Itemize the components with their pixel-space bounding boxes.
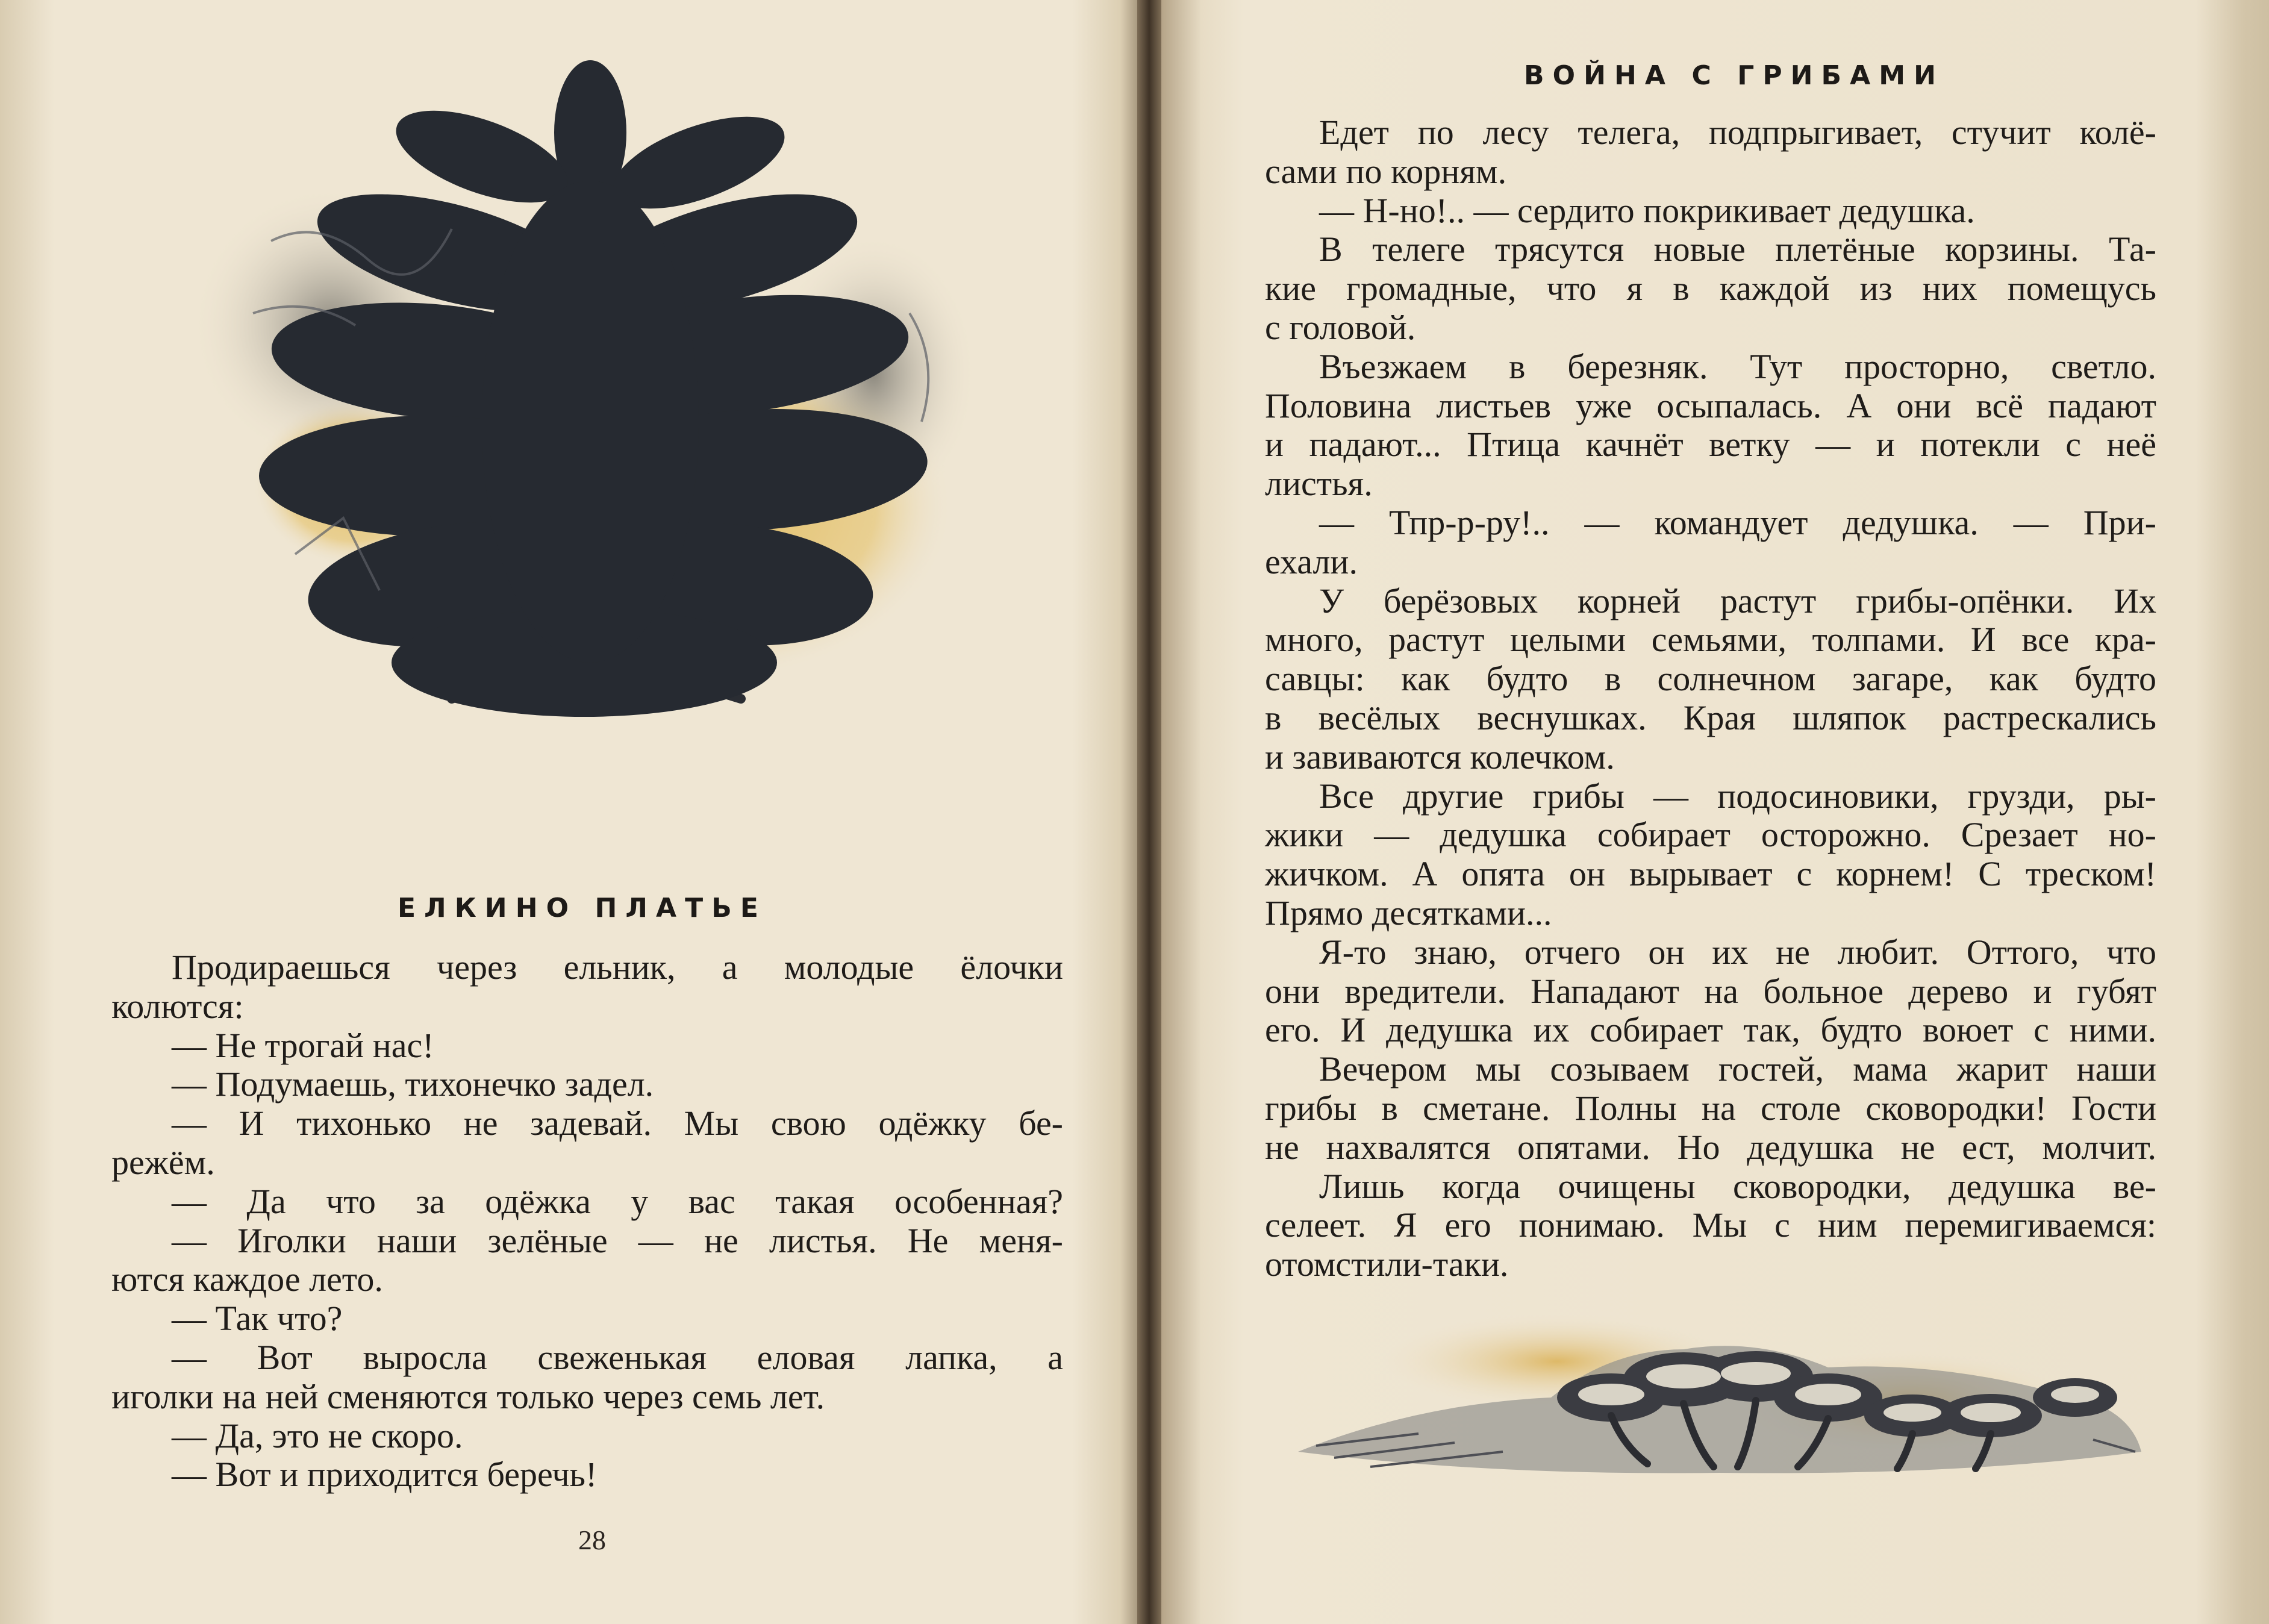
text-line: режём. xyxy=(111,1142,215,1182)
text-line: — Вот и приходится беречь! xyxy=(172,1455,598,1494)
story-text-left xyxy=(111,948,1063,1494)
text-line: — Вот выросла свеженькая еловая лапка, а xyxy=(172,1337,1063,1377)
text-line: Все другие грибы — подосиновики, грузди, ры- xyxy=(1319,776,2156,816)
text-line: — Н-но!.. — сердито покрикивает дедушка. xyxy=(1319,190,1975,230)
text-line: много, растут целыми семьями, толпами. И все кра- xyxy=(1265,620,2156,660)
text-line: колются: xyxy=(111,986,244,1026)
text-line: в весёлых веснушках. Края шляпок растрескались xyxy=(1265,698,2156,737)
text-line: савцы: как будто в солнечном загаре, как будто xyxy=(1265,659,2156,699)
spruce-tree-icon xyxy=(199,60,1006,729)
text-line: грибы в сметане. Полны на столе сковородки! Гости xyxy=(1265,1088,2156,1128)
right-page xyxy=(1147,0,2269,1624)
text-line: и падают... Птица качнёт ветку — и потекли с неё xyxy=(1265,425,2156,464)
text-line: жики — дедушка собирает осторожно. Срезает но- xyxy=(1265,815,2156,855)
page-number: 28 xyxy=(578,1525,606,1555)
text-line: Лишь когда очищены сковородки, дедушка ве- xyxy=(1319,1166,2156,1206)
text-line: Прямо десятками... xyxy=(1265,893,1552,932)
text-line: иголки на ней сменяются только через семь лет. xyxy=(111,1376,825,1416)
text-line: Въезжаем в березняк. Тут просторно, светло. xyxy=(1319,346,2156,386)
text-line: с головой. xyxy=(1265,307,1416,347)
text-line: они вредители. Нападают на больное дерево и губят xyxy=(1265,971,2156,1011)
text-line: — И тихонько не задевай. Мы свою одёжку бе- xyxy=(172,1104,1063,1143)
text-line: ехали. xyxy=(1265,542,1358,581)
text-line: — Не трогай нас! xyxy=(172,1025,434,1065)
text-line: сами по корням. xyxy=(1265,151,1507,191)
text-line: отомстили-таки. xyxy=(1265,1245,1509,1284)
text-line: листья. xyxy=(1265,464,1373,504)
text-line: Едет по лесу телега, подпрыгивает, стучит колё- xyxy=(1319,113,2156,152)
story-text-right xyxy=(1265,113,2156,1284)
text-line: Половина листьев уже осыпалась. А они всё падают xyxy=(1265,386,2156,425)
text-line: В телеге трясутся новые плетёные корзины. Та- xyxy=(1319,230,2156,269)
story-title-right: ВОЙНА С ГРИБАМИ xyxy=(1524,60,1945,91)
mushrooms-icon xyxy=(1298,1313,2141,1494)
text-line: селеет. Я его понимаю. Мы с ним перемигиваемся: xyxy=(1265,1205,2156,1245)
text-line: У берёзовых корней растут грибы-опёнки. Их xyxy=(1319,581,2156,620)
text-line: — Да, это не скоро. xyxy=(172,1416,463,1455)
story-title-left: ЕЛКИНО ПЛАТЬЕ xyxy=(398,893,767,923)
text-line: — Да что за одёжка у вас такая особенная? xyxy=(172,1181,1063,1221)
text-line: Я-то знаю, отчего он их не любит. Оттого, что xyxy=(1319,932,2156,972)
text-line: не нахвалятся опятами. Но дедушка не ест, молчит. xyxy=(1265,1127,2156,1167)
text-line: — Подумаешь, тихонечко задел. xyxy=(172,1064,654,1104)
text-line: жичком. А опята он вырывает с корнем! С треском! xyxy=(1265,854,2156,894)
text-line: кие громадные, что я в каждой из них помещусь xyxy=(1265,269,2156,308)
book-gutter xyxy=(1137,0,1161,1624)
text-line: Продираешься через ельник, а молодые ёлочки xyxy=(172,948,1063,987)
text-line: — Иголки наши зелёные — не листья. Не меня- xyxy=(172,1220,1063,1260)
text-line: Вечером мы созываем гостей, мама жарит наши xyxy=(1319,1049,2156,1089)
text-line: ются каждое лето. xyxy=(111,1260,383,1299)
text-line: и завиваются колечком. xyxy=(1265,737,1615,776)
text-line: его. И дедушка их собирает так, будто воюет с ними. xyxy=(1265,1010,2156,1050)
text-line: — Тпр-р-ру!.. — командует дедушка. — При- xyxy=(1319,502,2156,542)
text-line: — Так что? xyxy=(172,1299,343,1338)
